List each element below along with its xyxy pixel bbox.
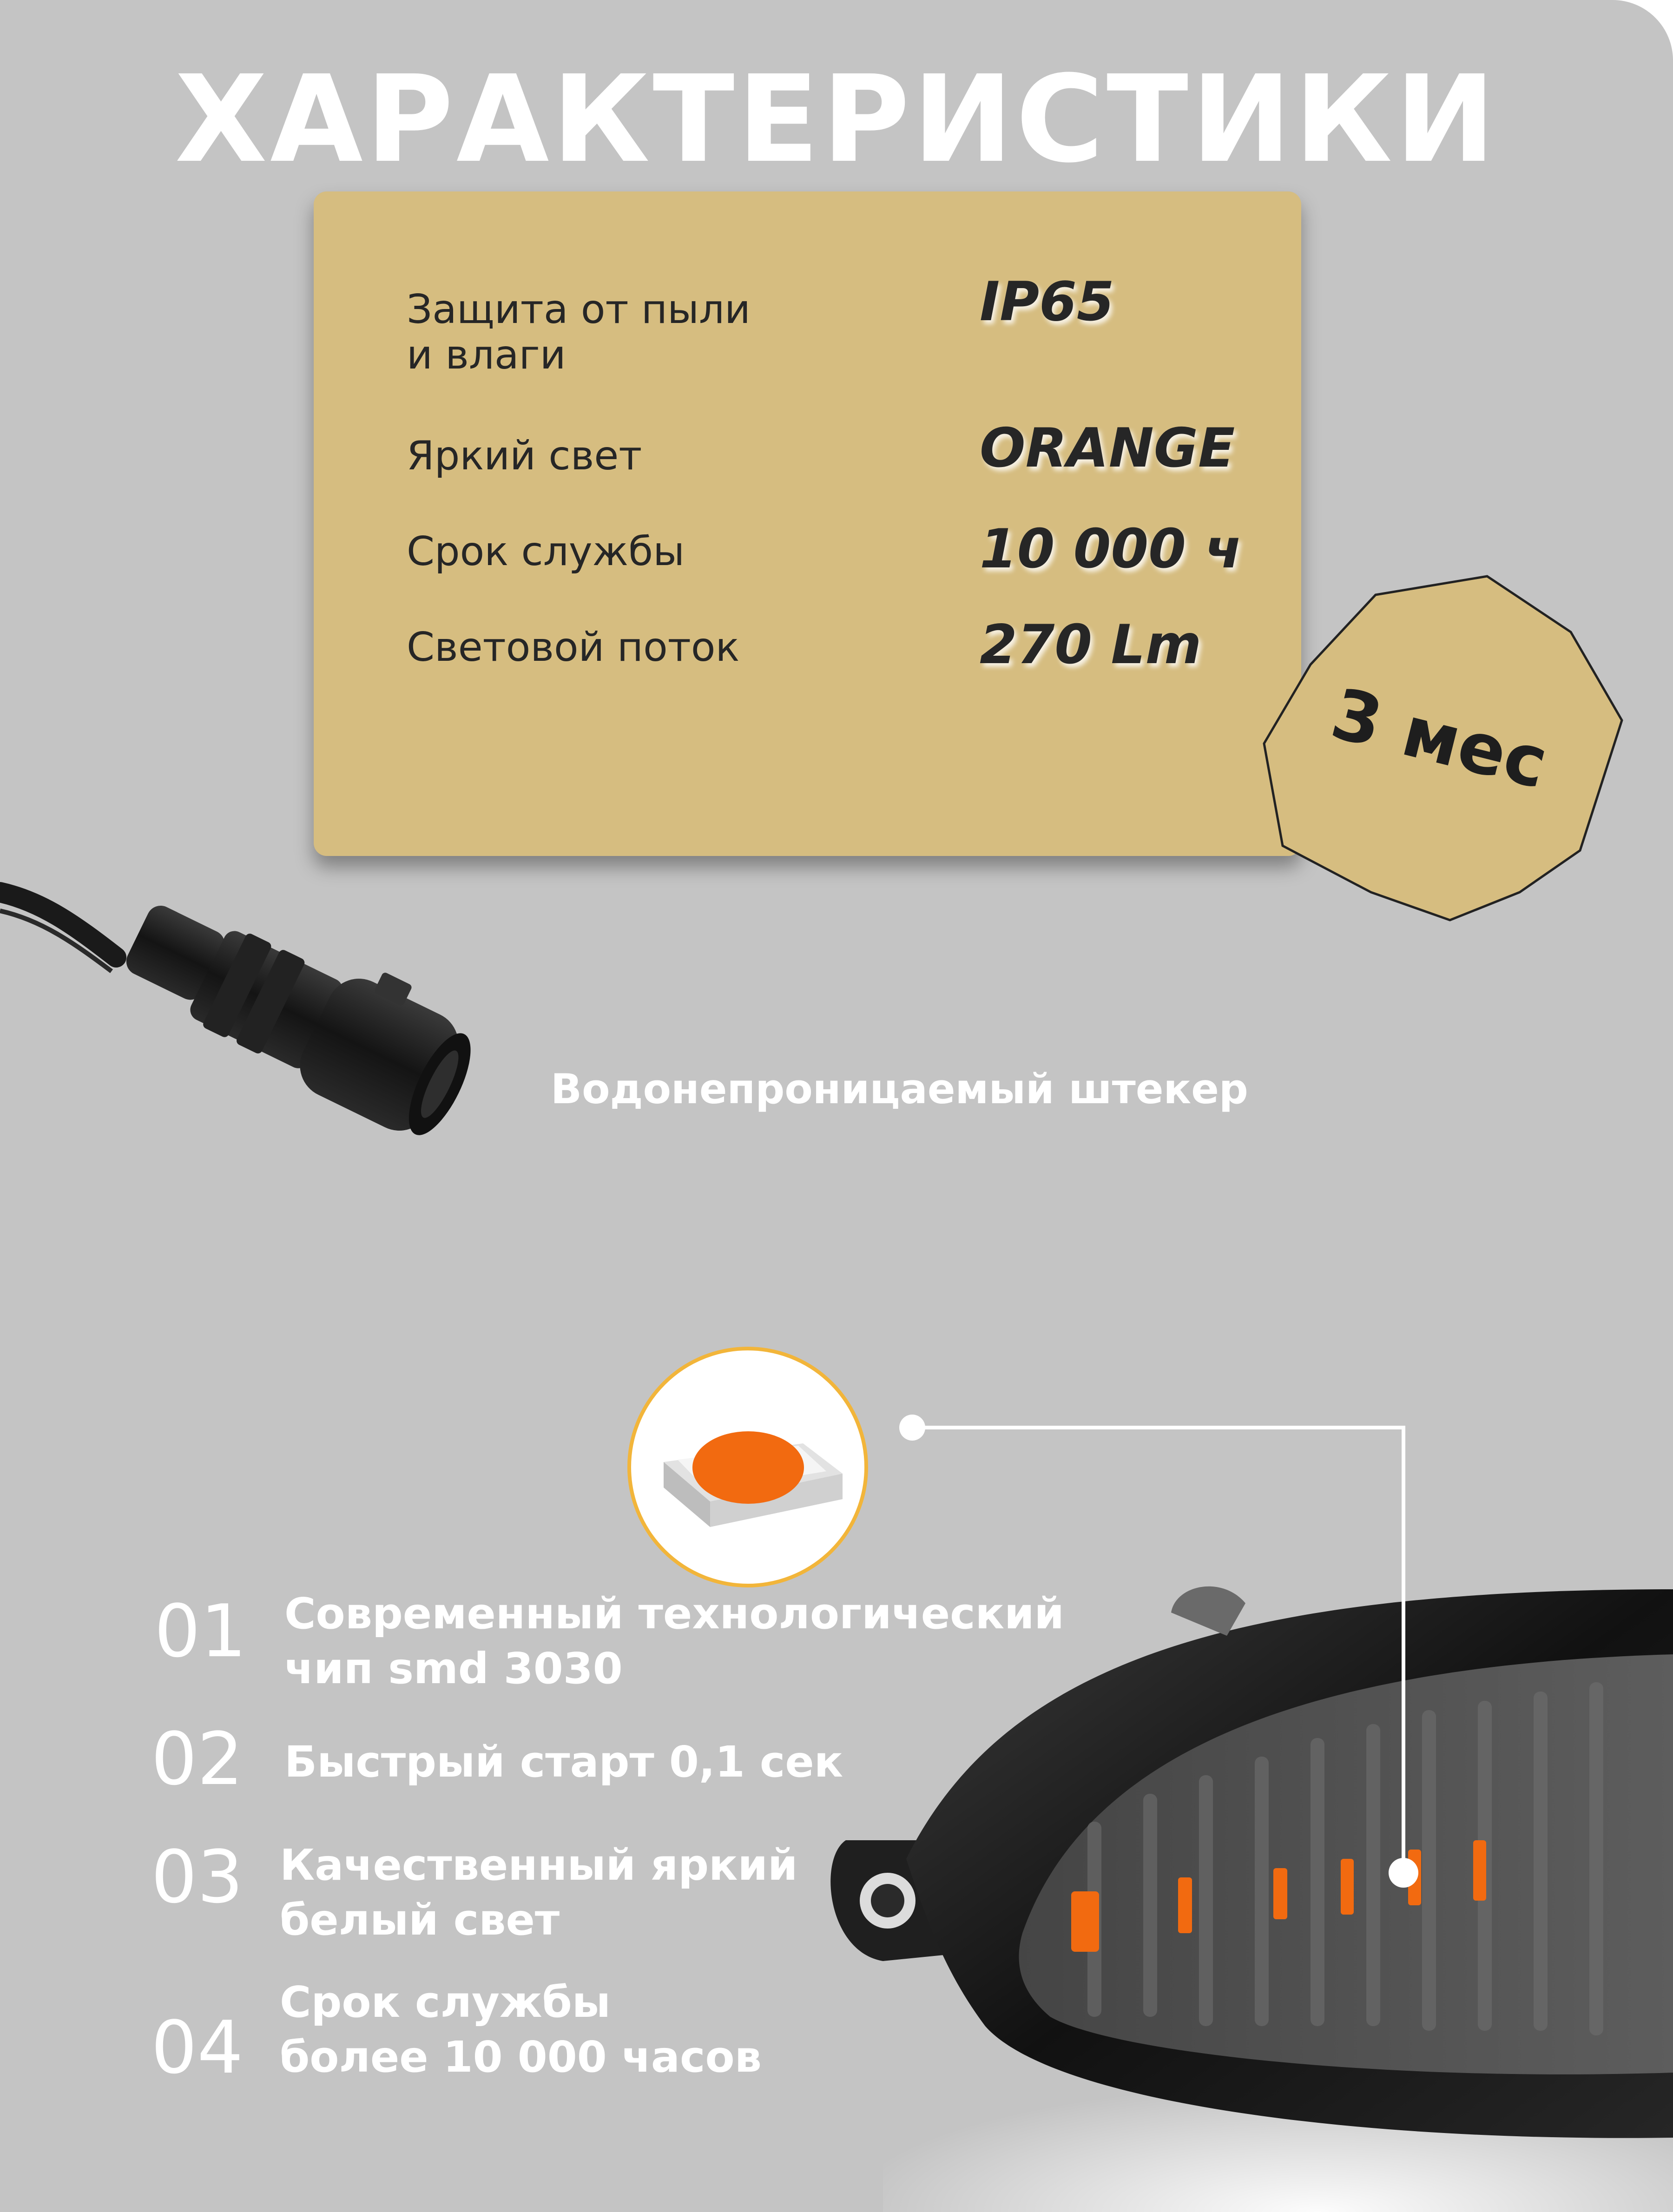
spec-value-light: ORANGE	[980, 417, 1235, 480]
spec-value-flux: 270 Lm	[980, 613, 1202, 676]
feature-line: более 10 000 часов	[280, 2032, 762, 2082]
spec-label-line: и влаги	[407, 332, 566, 378]
spec-label-lifetime: Срок службы	[407, 528, 685, 575]
feature-line: Качественный яркий	[280, 1840, 798, 1890]
feature-text	[284, 1735, 843, 1790]
page-title: ХАРАКТЕРИСТИКИ	[175, 50, 1498, 189]
spec-label-flux: Световой поток	[407, 624, 740, 671]
feature-line: Срок службы	[280, 1977, 611, 2027]
feature-line: Современный технологический	[284, 1589, 1065, 1639]
spec-value-lifetime: 10 000 ч	[980, 518, 1242, 580]
feature-text	[280, 1838, 797, 1948]
spec-value-protection: IP65	[980, 270, 1114, 333]
feature-line: белый свет	[280, 1895, 560, 1945]
feature-number: 02	[151, 1717, 244, 1801]
spec-label-line: Защита от пыли	[407, 286, 751, 333]
feature-text	[284, 1587, 1064, 1696]
feature-number: 04	[151, 2005, 244, 2090]
feature-number: 01	[154, 1589, 247, 1673]
smd-chip-icon	[626, 1346, 869, 1588]
feature-number: 03	[151, 1835, 244, 1919]
feature-text	[280, 1975, 762, 2085]
feature-line: чип smd 3030	[284, 1644, 623, 1693]
spec-card	[314, 191, 1301, 856]
connector-plug-image	[0, 832, 493, 1194]
warranty-badge	[1255, 567, 1627, 929]
spec-label-light: Яркий свет	[407, 433, 642, 479]
plug-caption: Водонепроницаемый штекер	[551, 1065, 1248, 1113]
spec-label-protection	[407, 287, 825, 378]
feature-line: Быстрый старт 0,1 сек	[284, 1737, 843, 1787]
warranty-badge-text: 3 мес	[1324, 673, 1555, 805]
